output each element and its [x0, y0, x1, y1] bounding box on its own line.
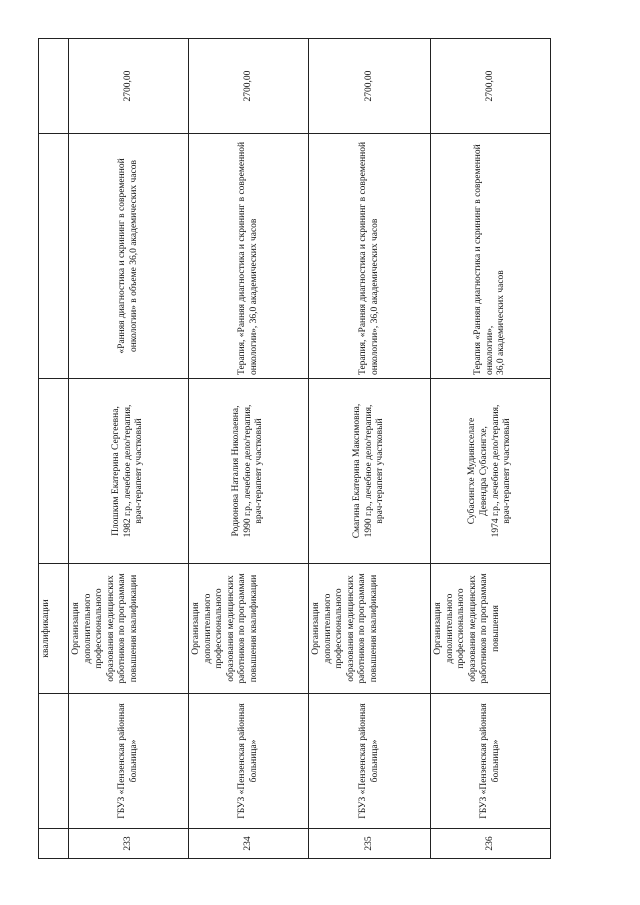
row-number: 235	[309, 829, 431, 859]
person-cell: Смагина Екатерина Максимовна, 1990 г.р., лечебное дело/терапия, врач-терапевт участковый	[309, 379, 431, 564]
program-cell: «Ранняя диагностика и скрининг в современной онкологии» в объеме 36,0 академических часов	[69, 134, 189, 379]
org-cell: Организация дополнительного профессионального образования медицинских работников по программам повышения	[431, 564, 551, 694]
amount-cell: 2700,00	[309, 39, 431, 134]
continuation-row	[39, 39, 69, 859]
row-number: 233	[69, 829, 189, 859]
org-continuation-text: квалификации	[41, 599, 51, 658]
amount-cell: 2700,00	[189, 39, 309, 134]
org-cell: Организация дополнительного профессионального образования медицинских работников по программам повышения квалификации	[309, 564, 431, 694]
document-page	[38, 39, 550, 859]
org-cell: Организация дополнительного профессионального образования медицинских работников по программам повышения квалификации	[69, 564, 189, 694]
hospital-cell: ГБУЗ «Пензенская районная больница»	[69, 694, 189, 829]
table-row	[69, 39, 189, 859]
program-cell: Терапия «Ранняя диагностика и скрининг в современной онкологии», 36,0 академических часов	[431, 134, 551, 379]
row-number: 236	[431, 829, 551, 859]
row-number: 234	[189, 829, 309, 859]
table-row	[431, 39, 551, 859]
org-cell: Организация дополнительного профессионального образования медицинских работников по программам повышения квалификации	[189, 564, 309, 694]
hospital-cell: ГБУЗ «Пензенская районная больница»	[431, 694, 551, 829]
person-cell: Плошким Екатерина Сергеевна, 1982 г.р., лечебное дело/терапия, врач-терапевт участковый	[69, 379, 189, 564]
program-cell: Терапия, «Ранняя диагностика и скрининг в современной онкологии», 36,0 академических часов	[309, 134, 431, 379]
hospital-cell: ГБУЗ «Пензенская районная больница»	[189, 694, 309, 829]
amount-cell: 2700,00	[431, 39, 551, 134]
amount-cell: 2700,00	[69, 39, 189, 134]
hospital-cell: ГБУЗ «Пензенская районная больница»	[309, 694, 431, 829]
training-table	[38, 38, 551, 859]
org-continuation-cell	[39, 564, 69, 694]
program-cell: Терапия, «Ранняя диагностика и скрининг в современной онкологии», 36,0 академических часов	[189, 134, 309, 379]
table-row	[309, 39, 431, 859]
person-cell: Родионова Наталия Николаевна, 1990 г.р., лечебное дело/терапия, врач-терапевт участковый	[189, 379, 309, 564]
person-cell: Субасингхе Мудиянселаге Девендра Субасингхе, 1974 г.р., лечебное дело/терапия, врач-терапевт участковый	[431, 379, 551, 564]
table-row	[189, 39, 309, 859]
